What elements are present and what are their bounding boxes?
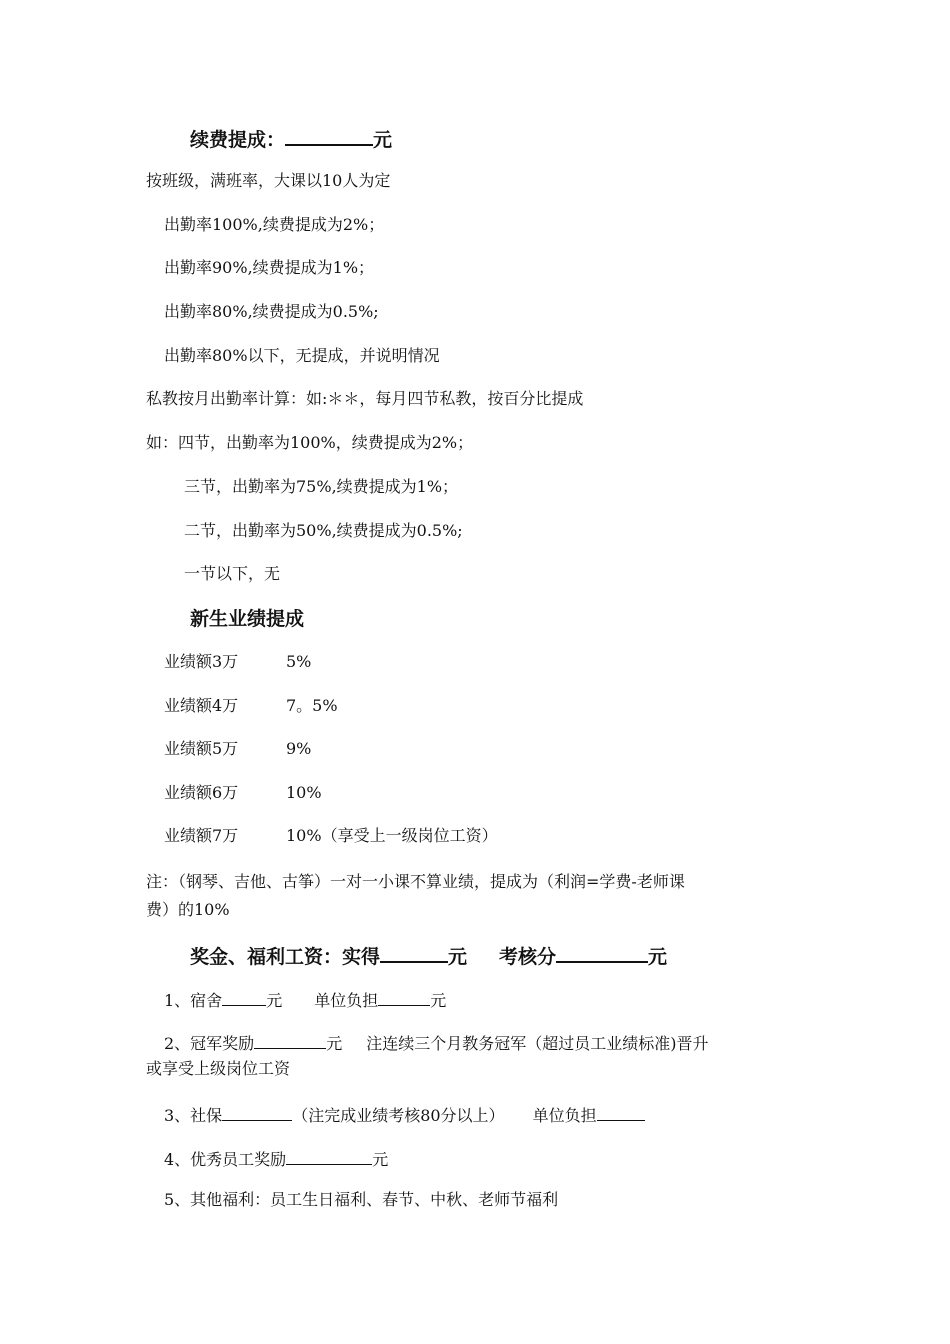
renewal-rate-line: 出勤率80%以下，无提成，并说明情况 [164, 346, 440, 365]
tier-rate: 9% [286, 739, 312, 758]
private-example-line: 二节，出勤率为50%,续费提成为0.5%; [184, 521, 463, 540]
champion-note: 注连续三个月教务冠军（超过员工业绩标准)晋升 [366, 1034, 709, 1053]
private-example-line: 一节以下，无 [184, 564, 281, 583]
tier-rate: 7。5% [286, 696, 338, 715]
champion-unit: 元 [326, 1034, 343, 1053]
dorm-company-blank [378, 987, 430, 1006]
renewal-heading [190, 124, 392, 153]
bonus-item-dorm [164, 987, 446, 1012]
tier-label: 业绩额3万 [164, 652, 239, 671]
renewal-heading-label: 续费提成： [190, 129, 286, 151]
bonus-item-social-security [164, 1102, 645, 1127]
renewal-rate-line: 出勤率100%,续费提成为2%； [164, 215, 385, 234]
social-security-company-label: 单位负担 [532, 1106, 597, 1125]
tier-rate: 10%（享受上一级岗位工资） [286, 826, 498, 845]
private-example-line: 三节，出勤率为75%,续费提成为1%； [184, 477, 459, 496]
bonus-heading [190, 941, 667, 970]
social-security-label: 3、社保 [164, 1106, 223, 1125]
tier-label: 业绩额6万 [164, 783, 239, 802]
dorm-unit: 元 [266, 991, 283, 1010]
bonus-item-other: 5、其他福利：员工生日福利、春节、中秋、老师节福利 [164, 1190, 559, 1209]
dorm-blank [222, 987, 266, 1006]
dorm-company-label: 单位负担 [314, 991, 379, 1010]
social-security-company-blank [597, 1102, 645, 1121]
private-lesson-intro: 私教按月出勤率计算：如:＊＊，每月四节私教，按百分比提成 [146, 389, 584, 408]
champion-note-cont: 或享受上级岗位工资 [146, 1059, 291, 1078]
bonus-heading-unit: 元 [448, 946, 468, 968]
score-label: 考核分 [499, 946, 557, 968]
social-security-note: （注完成业绩考核80分以上） [292, 1106, 505, 1125]
social-security-blank [222, 1102, 292, 1121]
tier-label: 业绩额4万 [164, 696, 239, 715]
score-blank [556, 941, 648, 963]
score-unit: 元 [648, 946, 668, 968]
excellent-employee-blank [286, 1146, 372, 1165]
renewal-intro: 按班级，满班率，大课以10人为定 [146, 171, 391, 190]
tier-rate: 10% [286, 783, 322, 802]
renewal-rate-line: 出勤率80%,续费提成为0.5%; [164, 302, 379, 321]
tier-label: 业绩额7万 [164, 826, 239, 845]
tier-rate: 5% [286, 652, 312, 671]
champion-blank [254, 1030, 326, 1049]
new-student-heading: 新生业绩提成 [190, 608, 305, 630]
dorm-label: 1、宿舍 [164, 991, 223, 1010]
note-line: 注：（钢琴、吉他、古筝）一对一小课不算业绩，提成为（利润=学费-老师课 [146, 872, 685, 891]
renewal-heading-unit: 元 [373, 129, 393, 151]
note-line: 费）的10% [146, 900, 230, 919]
dorm-company-unit: 元 [430, 991, 447, 1010]
tier-label: 业绩额5万 [164, 739, 239, 758]
private-example-line: 如：四节，出勤率为100%，续费提成为2%； [146, 433, 474, 452]
renewal-rate-line: 出勤率90%,续费提成为1%； [164, 258, 375, 277]
excellent-employee-label: 4、优秀员工奖励 [164, 1150, 287, 1169]
renewal-amount-blank [285, 124, 373, 146]
champion-label: 2、冠军奖励 [164, 1034, 255, 1053]
bonus-heading-label: 奖金、福利工资：实得 [190, 946, 381, 968]
actual-amount-blank [380, 941, 448, 963]
bonus-item-excellent-employee [164, 1146, 388, 1171]
excellent-employee-unit: 元 [372, 1150, 389, 1169]
bonus-item-champion [164, 1030, 708, 1055]
